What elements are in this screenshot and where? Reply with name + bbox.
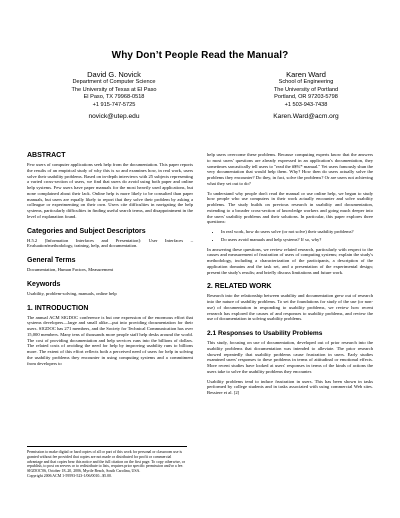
author-phone: +1 503-943-7438 (284, 101, 328, 108)
permission-text: Permission to make digital or hard copies of all or part of this work for personal or classroom use is granted without fee provided that copies are not made or distributed for profit or commercial advantage and that copies bear this notice and the full citation on the first page. To copy otherwise, or republish, to post on servers or to redistribute to lists, requires prior specific permission and/or a fee. (27, 450, 186, 469)
copyright-footnote (27, 446, 187, 479)
conference-text: SIGDOC'06, October 18–20, 2006, Myrtle Beach, South Carolina, USA. (27, 469, 141, 474)
subsection-text: Usability problems tend to induce frustration in users. This has been shown in tasks performed by college students and in tasks associated with using commercial Web sites. Bessiere et al. [2] (207, 378, 373, 395)
body-paragraph: help users overcome these problems. Because computing experts know that the answers to most users' questions are already expressed in an application's documentation, they sometimes sarcastically tell users to "read the #$%* manual." Yet users famously shun the very documentation that would help them. Why? How then do users actually solve the problems they encounter? Do they, in fact, solve the problems? Or are users not achieving what they set out to do? (207, 152, 373, 186)
introduction-heading: 1. INTRODUCTION (27, 304, 89, 312)
author-address: Portland, OR 97203-5798 (274, 94, 338, 101)
categories-heading: Categories and Subject Descriptors (27, 227, 146, 235)
author-name: Karen Ward (286, 70, 326, 79)
list-item: • Do users avoid manuals and help systems? If so, why? (221, 237, 373, 243)
paper-title: Why Don’t People Read the Manual? (111, 50, 289, 61)
categories-text: H.5.2 [Information Interfaces and Presentation]: User Interfaces – Evaluation/methodology, training, help, and documentation. (27, 237, 193, 249)
related-work-heading: 2. RELATED WORK (207, 283, 272, 291)
general-terms-heading: General Terms (27, 257, 76, 264)
keywords-heading: Keywords (27, 280, 61, 288)
subsection-text: This study, focusing on use of documentation, developed out of prior research into the usability problems that documentation was intended to alleviate. The prior research showed repeatedly that usability problems cause frustration in users. Early studies examined users' responses to these problems in terms of attitudinal or emotional effects. More recent studies have looked at users' responses in terms of the kinds of actions the users take to solve the usability problems they encounter. (207, 340, 373, 374)
introduction-text: The annual ACM SIGDOC conference is but one expression of the enormous effort that systems developers—large and small alike—put into providing documentation for their users. SIGDOC has 271 members, and the Society for Technical Communication has over 15,000 members. Many tens of thousands more people staff help desks around the world. The cost of providing documentation and help services runs into the billions of dollars. The related costs of avoiding the need for help by improving usability runs to billions more. The extent of this effort reflects both a perceived need of users for help in solving the usability problems they encounter in using computing systems and a commitment from developers to (27, 314, 193, 366)
keywords-text: Usability, problem-solving, manuals, online help (27, 290, 117, 296)
abstract-heading: ABSTRACT (27, 152, 66, 159)
left-column (27, 152, 193, 370)
author-institution: The University of Portland (273, 86, 339, 93)
author-department: School of Engineering (278, 79, 334, 85)
general-terms-text: Documentation, Human Factors, Measurement (27, 267, 114, 272)
author-name: David G. Novick (87, 70, 141, 79)
author-block-1 (24, 70, 204, 121)
body-paragraph: To understand why people don't read the manual or use online help, we began to study how people who use computers in their work actually encounter and solve usability problems. The study builds on previous research in usability and documentation, extending to a broader cross-section of knowledge workers and going much deeper into the users' usability problems and their solutions. In particular, this paper explores three questions: (207, 190, 373, 225)
author-email: Karen.Ward@acm.org (273, 113, 339, 121)
author-department: Department of Computer Science (72, 79, 156, 85)
author-phone: +1 915-747-5725 (92, 101, 136, 108)
author-block-2 (216, 70, 396, 121)
body-paragraph: In answering these questions, we review related research, particularly with respect to the causes and measurement of frustration of users of computing systems; explain the study's methodology, including a characterization of the participants, a description of the application domains and the task set, and a presentation of the experimental design; present the study's results; and briefly discuss limitations and future work. (207, 246, 373, 275)
right-column (207, 152, 373, 400)
author-institution: The University of Texas at El Paso (71, 86, 157, 93)
subsection-heading: 2.1 Responses to Usability Problems (207, 330, 323, 337)
author-address: El Paso, TX 79968-0518 (83, 94, 145, 101)
related-work-text: Research into the relationship between usability and documentation grew out of research into the nature of usability problems. To set the foundations for study of the use (or non-use) of documentation in responding to usability problems, we review how recent research has explored the causes of and responses to usability problems, and review the use of documentation in solving usability problems. (207, 293, 373, 322)
question-list (207, 229, 373, 243)
list-item: • In real work, how do users solve (or not solve) their usability problems? (221, 229, 373, 235)
copyright-text: Copyright 2006 ACM 1-59593-523-1/06/0010...$5.00. (27, 473, 112, 478)
author-email: novick@utep.edu (88, 113, 140, 121)
abstract-text: Few users of computer applications seek help from the documentation. This paper reports the results of an empirical study of why this is so and examines how, in real work, users solve their usability problems. Based on in-depth interviews with 25 subjects representing a varied cross-section of users, we find that users do avoid using both paper and online help systems. Few users have paper manuals for the most heavily used applications, but none complained about their lack. Online help is more likely to be consulted than paper manuals, but users are equally likely to report that they solve their problem by asking a colleague or experimenting on their own. Users cite difficulties in navigating the help systems, particularly difficulties in finding useful search terms, and disappointment in the level of explanation found. (27, 162, 193, 219)
